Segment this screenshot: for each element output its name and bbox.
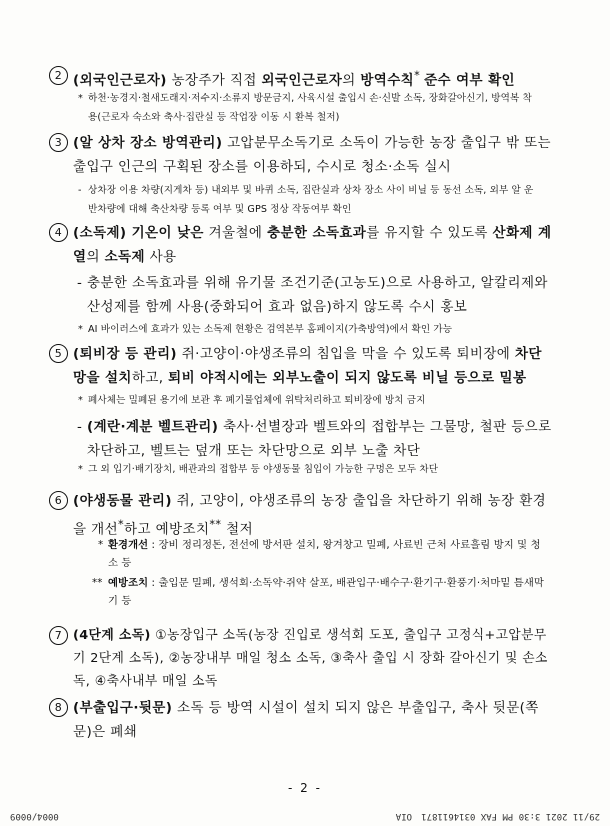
page-number: - 2 - [288,781,322,795]
note-mark: - [77,275,83,291]
note-text: 그 외 입기·배기장치, 배관과의 접합부 등 야생동물 침입이 가능한 구멍은 모두 차단 [88,464,439,475]
item-number-3: 3 [49,133,68,152]
item-4-bold-h: 소독제 [104,249,145,265]
item-5-note [78,391,540,410]
item-4-bold-b: 기온이 낮은 [126,225,204,241]
item-2-bold-b: 외국인근로자 [261,72,343,89]
note-mark: - [78,185,82,196]
note-text: AI 바이러스에 효과가 있는 소독제 현황은 검역본부 홈페이지(가축방역)에서 확인 가능 [88,324,453,335]
item-6-title: (야생동물 관리) [73,493,172,509]
item-number-4: 4 [49,223,68,242]
note-mark: * [78,395,83,406]
item-3-title: (알 상차 장소 방역관리) [73,135,223,151]
item-6-sup-1: * [118,518,125,531]
fax-header-left: 29/11 2021 3:30 PM FAX 0314611871 [421,811,600,821]
note-mark: * [78,464,83,475]
item-4-text-i: 사용 [144,249,177,265]
item-2-bold-d: 방역수칙 [360,72,415,89]
item-4 [54,221,553,269]
item-2-title: (외국인근로자) [73,72,167,89]
note-text: 폐사체는 밀폐된 용기에 보관 후 폐기물업체에 위탁처리하고 퇴비장에 방치 금지 [88,395,426,406]
item-4-bold-d: 충분한 소독효과 [267,225,367,241]
item-3 [54,131,553,179]
item-6-text-c: 철저 [221,521,254,538]
item-7 [54,624,553,693]
item-5-text-c: 하고, [131,370,169,386]
item-8-title: (부출입구·뒷문) [73,700,173,716]
fax-header-right: 0004/0009 [10,811,59,821]
item-8 [54,696,553,744]
item-4-text-c: 겨울철에 [203,225,268,241]
item-number-6: 6 [49,491,68,510]
note-text: 충분한 소독효과를 위해 유기물 조건기준(고농도)으로 사용하고, 알칼리제와 산성제를 함께 사용(중화되어 효과 없음)하지 않도록 수시 홍보 [87,275,548,315]
note-mark: * [98,539,104,551]
item-6-sup-2: ** [209,518,222,531]
item-number-5: 5 [49,344,68,363]
fax-header [0,805,610,823]
item-2-note [78,89,540,127]
item-4-star-note [78,320,540,339]
item-2-text-a: 농장주가 직접 [166,72,262,89]
item-4-title: (소독제) [73,225,127,241]
note-text: 하천·농경지·철새도래지·저수지·소류지 방문금지, 사육시설 출입시 손·신발 소독, 장화갈아신기, 방역복 착용(근로자 숙소와 축사·집란실 등 작업장 이동 시 환복 철저) [88,93,532,123]
fax-header-middle: OIA [395,811,412,821]
item-number-7: 7 [49,626,68,645]
note-mark: * [78,93,83,104]
item-5-text-a: 쥐·고양이·야생조류의 침입을 막을 수 있도록 퇴비장에 [177,346,515,362]
item-4-text-e: 를 유지할 수 있도록 [366,225,493,241]
item-2-sup: * [414,69,425,82]
note-label: 환경개선 [108,539,149,551]
belt-note [78,460,540,479]
item-6 [54,489,553,542]
item-6-env-note [98,536,544,572]
item-5-bold-d: 퇴비 야적시에는 외부노출이 되지 않도록 비닐 등으로 밀봉 [168,370,527,386]
item-number-2: 2 [49,66,68,85]
note-text: : 장비 정리정돈, 전선에 방서판 설치, 왕겨창고 밀폐, 사료빈 근처 사료흘림 방지 및 청소 등 [108,539,541,569]
belt-text: 축사·선별장과 벨트와의 접합부는 그물망, 철판 등으로 차단하고, 벨트는 덮개 또는 차단망으로 외부 노출 차단 [87,419,552,459]
item-3-note [78,181,540,219]
note-mark: * [78,324,83,335]
note-label: 예방조치 [108,577,149,589]
item-8-text: 소독 등 방역 시설이 설치 되지 않은 부출입구, 축사 뒷문(쪽문)은 폐쇄 [73,700,539,740]
belt-management [77,415,553,463]
item-5 [54,342,553,390]
note-text: 상차장 이용 차량(지게차 등) 내외부 및 바퀴 소독, 집란실과 상차 장소 사이 비닐 등 동선 소독, 외부 알 운반차량에 대해 축산차량 등록 여부 및 GPS 정상 작동여부 확인 [88,185,534,215]
item-4-bold-f: 산화제 계열 [73,225,552,265]
item-number-8: 8 [49,698,68,717]
item-6-text-b: 하고 예방조치 [124,521,210,538]
item-2-bold-f: 준수 여부 확인 [424,72,515,89]
item-5-bold-b: 차단망을 설치 [73,346,542,386]
item-3-text: 고압분무소독기로 소독이 가능한 농장 출입구 밖 또는 출입구 인근의 구획된 장소를 이용하되, 수시로 청소·소독 실시 [73,135,551,175]
note-text: : 출입문 밀폐, 생석회·소독약·쥐약 살포, 배관입구·배수구·환기구·환풍기·처마밑 틈새막기 등 [108,577,544,607]
item-5-title: (퇴비장 등 관리) [73,346,177,362]
item-4-text-g: 의 [86,249,105,265]
belt-title: (계란·계분 벨트관리) [87,419,219,435]
item-7-title: (4단계 소독) [73,628,151,643]
item-6-prev-note [92,574,544,610]
item-4-dash-note [77,271,553,319]
item-7-text: ①농장입구 소독(농장 진입로 생석회 도포, 출입구 고정식+고압분무기 2단계 소독), ②농장내부 매일 청소 소독, ③축사 출입 시 장화 갈아신기 및 손소독, ④축사내부 매일 소독 [73,628,548,689]
belt-dash: - [77,419,83,435]
item-2-text-c: 의 [342,72,361,89]
note-mark: ** [92,577,103,589]
item-6-text-a: 쥐, 고양이, 야생조류의 농장 출입을 차단하기 위해 농장 환경을 개선 [73,493,547,538]
